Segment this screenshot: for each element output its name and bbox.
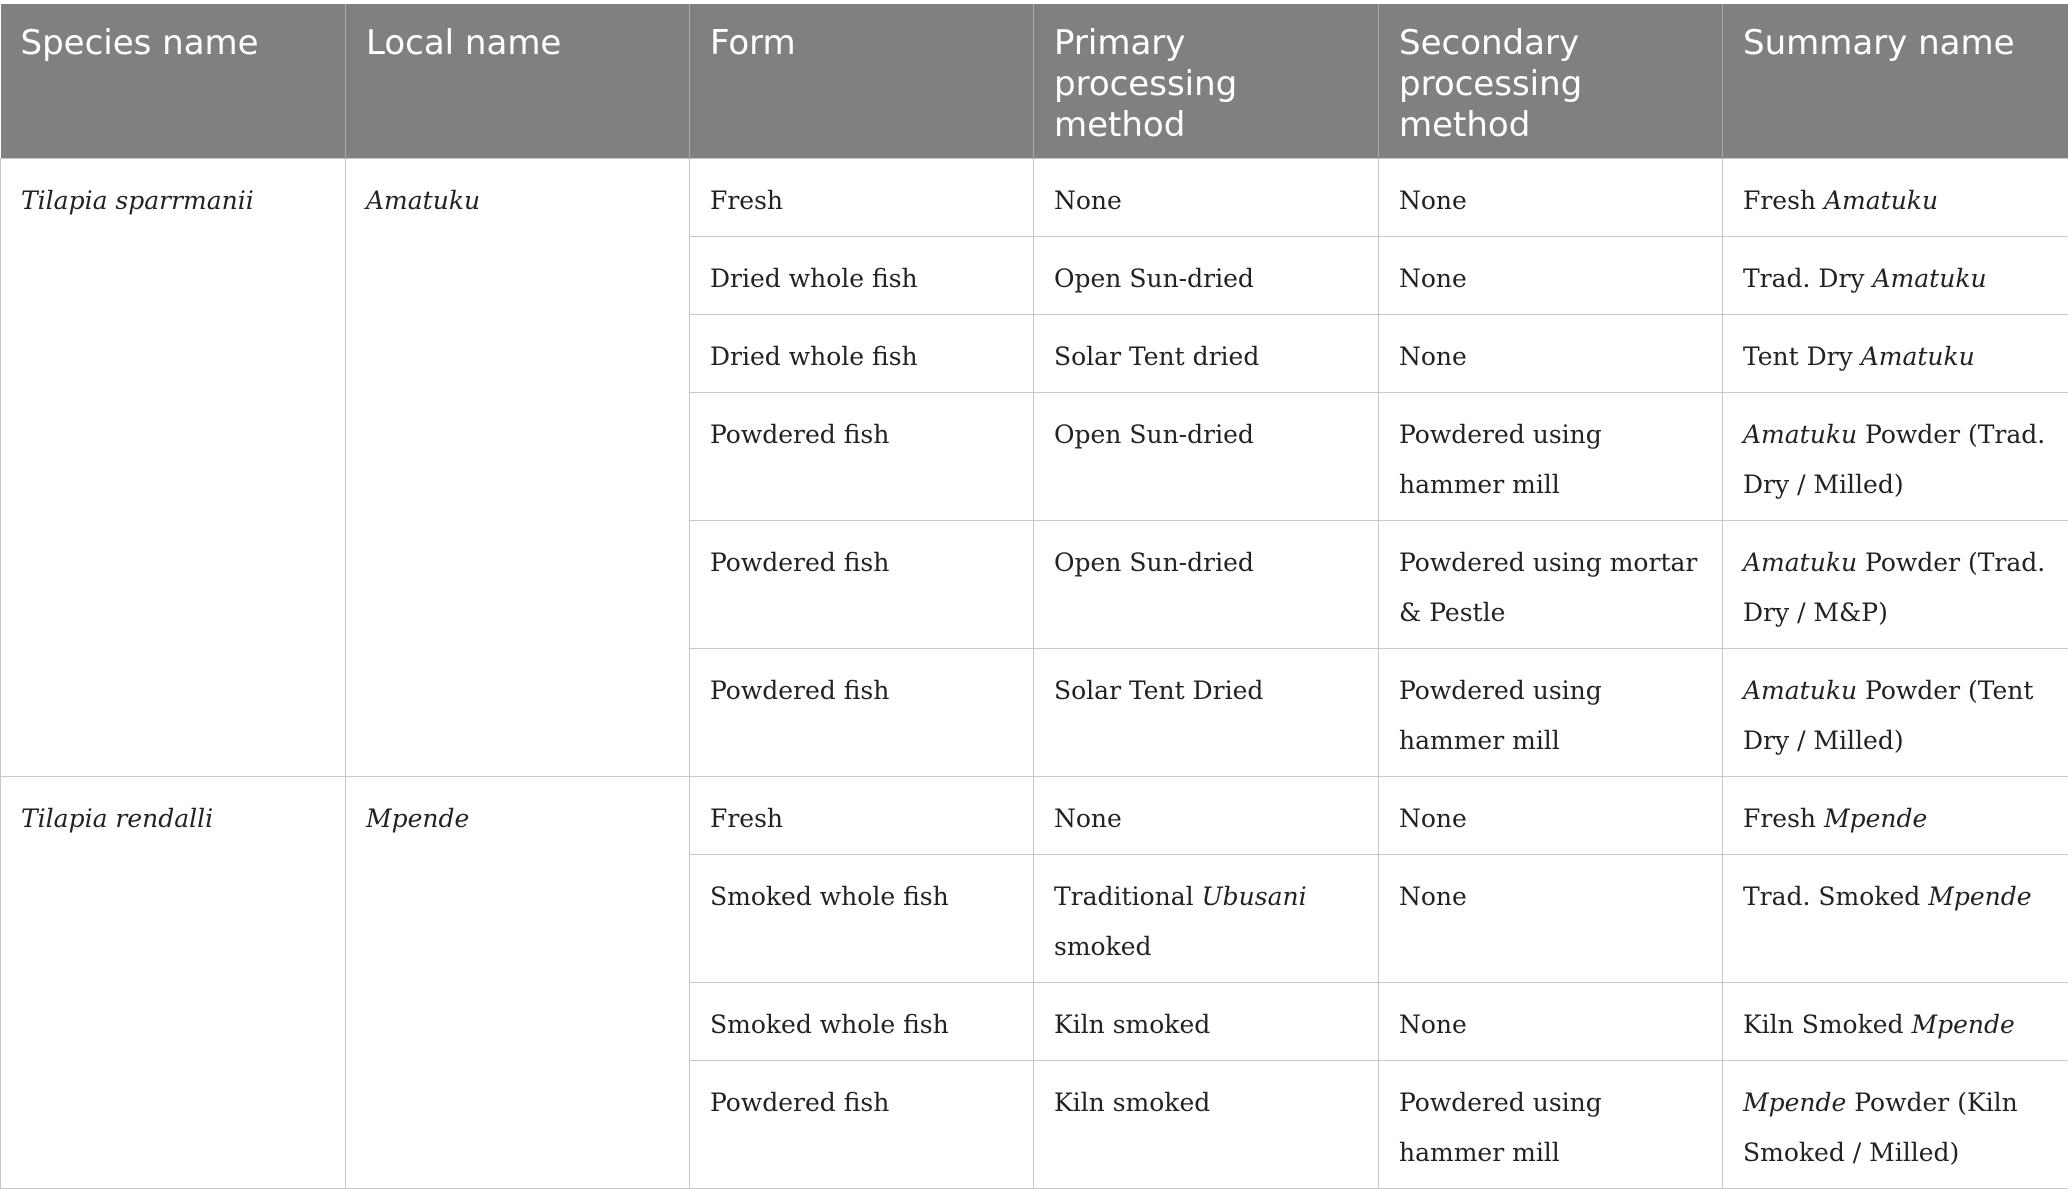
species-cell: Tilapia sparrmanii	[1, 159, 346, 777]
summary-local-name: Mpende	[1743, 1088, 1846, 1117]
primary-cell: Open Sun-dried	[1034, 237, 1379, 315]
secondary-cell: Powdered using hammer mill	[1379, 393, 1723, 521]
summary-cell	[1723, 649, 2068, 777]
table-row	[1, 777, 2068, 855]
primary-cell: Open Sun-dried	[1034, 393, 1379, 521]
form-cell: Powdered fish	[690, 649, 1034, 777]
summary-prefix: Fresh	[1743, 186, 1824, 215]
primary-prefix: Traditional	[1054, 882, 1202, 911]
summary-cell	[1723, 777, 2068, 855]
summary-local-name: Amatuku	[1743, 420, 1857, 449]
header-local-name: Local name	[346, 4, 690, 159]
summary-cell	[1723, 983, 2068, 1061]
form-cell: Powdered fish	[690, 1061, 1034, 1189]
form-cell: Fresh	[690, 159, 1034, 237]
header-secondary-processing: Secondary processing method	[1379, 4, 1723, 159]
header-summary-name: Summary name	[1723, 4, 2068, 159]
summary-cell	[1723, 159, 2068, 237]
header-form: Form	[690, 4, 1034, 159]
primary-cell: None	[1034, 159, 1379, 237]
form-cell: Powdered fish	[690, 393, 1034, 521]
primary-local-term: Ubusani	[1202, 882, 1307, 911]
form-cell: Powdered fish	[690, 521, 1034, 649]
summary-suffix: Powder (Kiln Smoked / Milled)	[1743, 1088, 2018, 1167]
summary-suffix: Powder (Trad. Dry / M&P)	[1743, 548, 2045, 627]
form-cell: Smoked whole fish	[690, 983, 1034, 1061]
secondary-cell: None	[1379, 315, 1723, 393]
summary-cell	[1723, 393, 2068, 521]
primary-cell	[1034, 855, 1379, 983]
summary-cell	[1723, 521, 2068, 649]
secondary-cell: None	[1379, 237, 1723, 315]
secondary-cell: Powdered using mortar & Pestle	[1379, 521, 1723, 649]
secondary-cell: Powdered using hammer mill	[1379, 649, 1723, 777]
summary-cell	[1723, 315, 2068, 393]
primary-cell: Kiln smoked	[1034, 983, 1379, 1061]
summary-prefix: Fresh	[1743, 804, 1824, 833]
summary-cell	[1723, 237, 2068, 315]
fish-processing-table	[0, 4, 2068, 1189]
form-cell: Dried whole fish	[690, 315, 1034, 393]
form-cell: Smoked whole fish	[690, 855, 1034, 983]
summary-local-name: Mpende	[1912, 1010, 2015, 1039]
summary-local-name: Amatuku	[1824, 186, 1938, 215]
table-row	[1, 159, 2068, 237]
summary-cell	[1723, 1061, 2068, 1189]
secondary-cell: None	[1379, 159, 1723, 237]
form-cell: Dried whole fish	[690, 237, 1034, 315]
primary-cell: None	[1034, 777, 1379, 855]
summary-prefix: Tent Dry	[1743, 342, 1861, 371]
summary-suffix: Powder (Tent Dry / Milled)	[1743, 676, 2033, 755]
secondary-cell: None	[1379, 983, 1723, 1061]
summary-prefix: Trad. Dry	[1743, 264, 1873, 293]
primary-cell: Kiln smoked	[1034, 1061, 1379, 1189]
summary-local-name: Mpende	[1928, 882, 2031, 911]
summary-prefix: Kiln Smoked	[1743, 1010, 1912, 1039]
form-cell: Fresh	[690, 777, 1034, 855]
local-name-cell: Mpende	[346, 777, 690, 1189]
primary-cell: Solar Tent dried	[1034, 315, 1379, 393]
summary-local-name: Mpende	[1824, 804, 1927, 833]
secondary-cell: None	[1379, 855, 1723, 983]
summary-local-name: Amatuku	[1861, 342, 1975, 371]
summary-local-name: Amatuku	[1743, 676, 1857, 705]
local-name-cell: Amatuku	[346, 159, 690, 777]
species-cell: Tilapia rendalli	[1, 777, 346, 1189]
primary-suffix: smoked	[1054, 932, 1152, 961]
secondary-cell: None	[1379, 777, 1723, 855]
primary-cell: Solar Tent Dried	[1034, 649, 1379, 777]
summary-cell	[1723, 855, 2068, 983]
summary-local-name: Amatuku	[1743, 548, 1857, 577]
summary-local-name: Amatuku	[1873, 264, 1987, 293]
summary-suffix: Powder (Trad. Dry / Milled)	[1743, 420, 2045, 499]
primary-cell: Open Sun-dried	[1034, 521, 1379, 649]
secondary-cell: Powdered using hammer mill	[1379, 1061, 1723, 1189]
table-header-row	[1, 4, 2068, 159]
summary-prefix: Trad. Smoked	[1743, 882, 1928, 911]
header-primary-processing: Primary processing method	[1034, 4, 1379, 159]
header-species-name: Species name	[1, 4, 346, 159]
